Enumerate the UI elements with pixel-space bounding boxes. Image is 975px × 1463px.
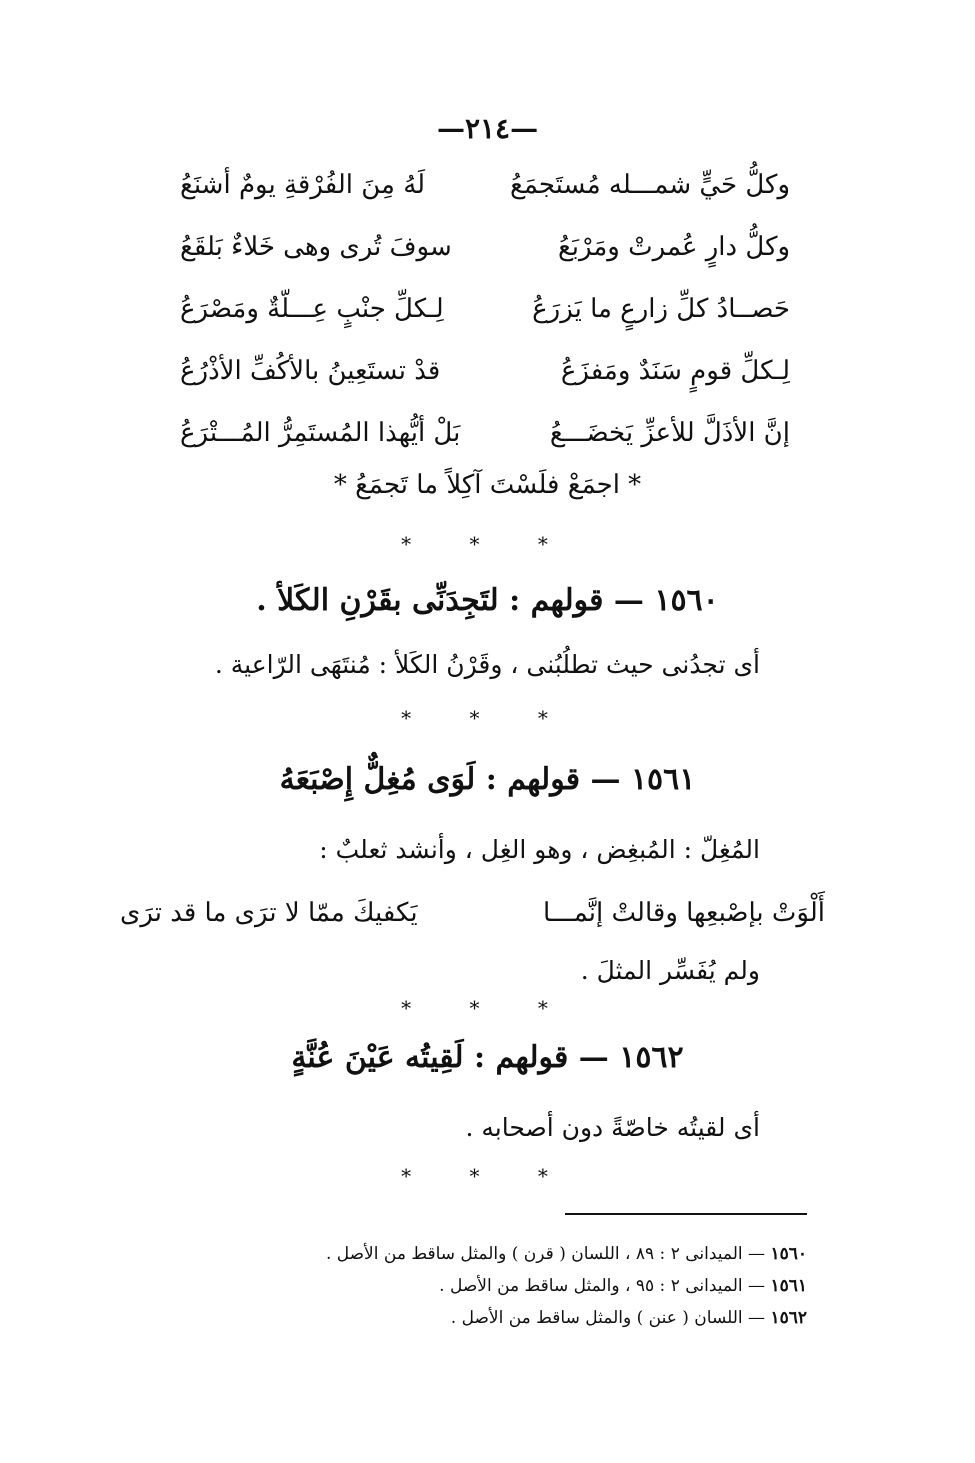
poem-closing-line: * اجمَعْ فلَسْتَ آكِلاً ما تَجمَعُ *	[333, 470, 642, 500]
verse-first-hemistich: وكلُّ دارٍ عُمرتْ ومَرْبَعُ	[557, 232, 790, 262]
verse-first-hemistich: إنَّ الأذَلَّ للأعزِّ يَخضَـــعُ	[549, 418, 790, 448]
entry-note-1561: ولم يُفَسِّر المثلَ .	[580, 956, 760, 985]
poem-verse	[180, 284, 790, 334]
entry-title-1560: ١٥٦٠ — قولهم : لتَجِدَنِّى بقَرْنِ الكَلأ .	[256, 583, 719, 618]
verse-second-hemistich: لَهُ مِنَ الفُرْقةِ يومٌ أشنَعُ	[180, 170, 426, 200]
poem-verse	[180, 346, 790, 396]
footnote-number: ١٥٦١	[770, 1276, 807, 1296]
verse-first-hemistich: وكلُّ حَيٍّ شمـــله مُستَجمَعُ	[510, 170, 790, 200]
poem-verse	[180, 160, 790, 210]
section-separator: * * *	[401, 706, 574, 730]
verse-first-hemistich: أَلْوَتْ بإصْبعِها وقالتْ إنَّمـــا	[542, 898, 825, 928]
page-number: —٢١٤—	[436, 112, 539, 145]
section-separator: * * *	[401, 996, 574, 1020]
verse-second-hemistich: لِـكلِّ جنْبٍ عِـــلّةٌ ومَصْرَعُ	[180, 294, 444, 324]
footnote-text: — الميدانى ٢ : ٩٥ ، والمثل ساقط من الأصل .	[439, 1276, 771, 1296]
section-separator: * * *	[401, 1164, 574, 1188]
footnote-rule	[565, 1213, 807, 1215]
entry-intro-1561: المُغِلّ : المُبغِض ، وهو الغِل ، وأنشد ثعلبٌ :	[319, 835, 760, 864]
poem-verse	[180, 222, 790, 272]
entry-body-1562: أى لقيتُه خاصّةً دون أصحابه .	[465, 1113, 760, 1142]
entry-verse-1561	[120, 888, 825, 938]
verse-first-hemistich: لِـكلِّ قومٍ سَنَدٌ ومَفزَعُ	[560, 356, 790, 386]
section-separator: * * *	[401, 532, 574, 556]
verse-second-hemistich: قدْ تستَعِينُ بالأكُفِّ الأذْرُعُ	[180, 356, 441, 386]
footnote	[451, 1308, 807, 1328]
entry-title-1561: ١٥٦١ — قولهم : لَوَى مُغِلٌّ إِصْبَعَهُ	[279, 762, 696, 797]
verse-second-hemistich: سوفَ تُرى وهى خَلاءٌ بَلقَعُ	[180, 232, 452, 262]
footnote-text: — اللسان ( عنن ) والمثل ساقط من الأصل .	[450, 1308, 771, 1328]
footnote	[326, 1244, 807, 1264]
verse-second-hemistich: يَكفيكَ ممّا لا ترَى ما قد ترَى	[120, 898, 418, 928]
footnote-number: ١٥٦٢	[770, 1308, 807, 1328]
poem-verse	[180, 408, 790, 458]
footnote	[439, 1276, 807, 1296]
verse-first-hemistich: حَصــادُ كلِّ زارعٍ ما يَزرَعُ	[532, 294, 790, 324]
verse-second-hemistich: بَلْ أيُّهذا المُستَمِرُّ المُـــتْرَعُ	[180, 418, 461, 448]
entry-title-1562: ١٥٦٢ — قولهم : لَقِيتُه عَيْنَ عُنَّةٍ	[291, 1040, 684, 1075]
footnote-number: ١٥٦٠	[770, 1244, 807, 1264]
footnote-text: — الميدانى ٢ : ٨٩ ، اللسان ( قرن ) والمثل ساقط من الأصل .	[325, 1244, 771, 1264]
entry-body-1560: أى تجدُنى حيث تطلُبُنى ، وقَرْنُ الكَلأ : مُنتَهَى الرّاعية .	[214, 650, 760, 679]
